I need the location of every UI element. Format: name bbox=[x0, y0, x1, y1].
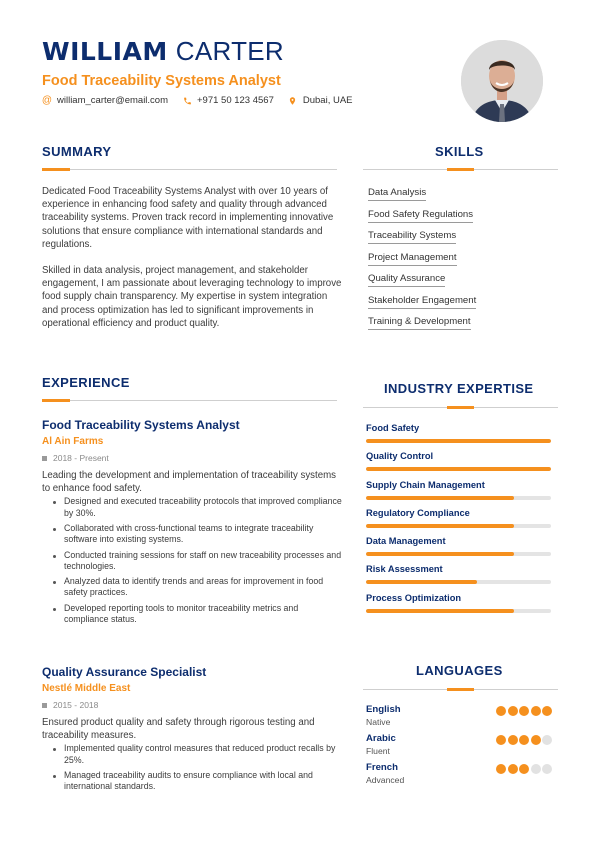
language-rating bbox=[495, 764, 553, 774]
rating-dot-filled bbox=[531, 706, 541, 716]
rating-dot-filled bbox=[531, 735, 541, 745]
skill-item: Data Analysis bbox=[368, 187, 476, 201]
job-bullet: Collaborated with cross-functional teams to integrate traceability software into existing systems. bbox=[51, 523, 342, 546]
rating-dot-filled bbox=[496, 764, 506, 774]
skills-heading: SKILLS bbox=[435, 144, 484, 159]
job-description: Leading the development and implementation of traceability systems to enhance food safety. bbox=[42, 470, 337, 495]
summary-paragraph: Dedicated Food Traceability Systems Analyst with over 10 years of experience in enhancing food safety and quality through advanced traceability systems. Proven track record in implementing innovative solutions that ensure compliance with international standards and regulations. bbox=[42, 186, 334, 250]
expertise-bar-fill bbox=[366, 552, 514, 556]
expertise-bar-track bbox=[366, 496, 551, 500]
expertise-bar-track bbox=[366, 580, 551, 584]
profile-photo bbox=[461, 40, 543, 122]
expertise-bar-fill bbox=[366, 496, 514, 500]
expertise-label: Supply Chain Management bbox=[366, 479, 485, 490]
expertise-bar-track bbox=[366, 439, 551, 443]
expertise-bar-fill bbox=[366, 439, 551, 443]
job-company: Nestlé Middle East bbox=[42, 683, 131, 694]
expertise-list bbox=[366, 423, 552, 621]
skill-item: Quality Assurance bbox=[368, 273, 476, 287]
summary-paragraph: Skilled in data analysis, project management, and stakeholder engagement, I am passionate about leveraging technology to improve food supply chain transparency. My expertise in system integration and process optimization has led to significant improvements in operational efficiency and product quality. bbox=[42, 265, 342, 329]
rating-dot-filled bbox=[508, 706, 518, 716]
expertise-label: Regulatory Compliance bbox=[366, 507, 470, 518]
rating-dot-filled bbox=[519, 764, 529, 774]
skill-item: Training & Development bbox=[368, 316, 476, 330]
rating-dot-filled bbox=[519, 735, 529, 745]
contact-phone[interactable] bbox=[182, 95, 274, 106]
experience-accent-bar bbox=[42, 399, 70, 402]
phone-icon bbox=[182, 96, 192, 106]
job-bullet: Implemented quality control measures that reduced product recalls by 25%. bbox=[51, 743, 342, 766]
expertise-item bbox=[366, 564, 552, 592]
expertise-bar-fill bbox=[366, 609, 514, 613]
job-company: Al Ain Farms bbox=[42, 436, 104, 447]
language-name: French bbox=[366, 762, 398, 773]
job-entry bbox=[42, 665, 342, 797]
expertise-item bbox=[366, 451, 552, 479]
rating-dot-empty bbox=[531, 764, 541, 774]
rating-dot-filled bbox=[496, 706, 506, 716]
expertise-bar-track bbox=[366, 467, 551, 471]
expertise-bar-track bbox=[366, 552, 551, 556]
job-entry bbox=[42, 418, 342, 629]
last-name: CARTER bbox=[175, 36, 284, 66]
job-bullets bbox=[42, 496, 342, 625]
language-name: English bbox=[366, 704, 401, 715]
job-bullets bbox=[42, 743, 342, 792]
skill-item: Traceability Systems bbox=[368, 230, 476, 244]
language-name: Arabic bbox=[366, 733, 396, 744]
expertise-label: Quality Control bbox=[366, 451, 434, 462]
languages-accent-bar bbox=[447, 688, 474, 691]
job-bullet: Managed traceability audits to ensure compliance with local and international standards. bbox=[51, 770, 342, 793]
experience-heading: EXPERIENCE bbox=[42, 375, 130, 390]
expertise-bar-fill bbox=[366, 580, 477, 584]
skills-accent-bar bbox=[447, 168, 474, 171]
language-level: Native bbox=[366, 717, 391, 727]
expertise-item bbox=[366, 423, 552, 451]
email-text: william_carter@email.com bbox=[57, 95, 168, 106]
languages-list bbox=[366, 704, 552, 791]
expertise-label: Food Safety bbox=[366, 423, 420, 433]
job-bullet: Analyzed data to identify trends and areas for improvement in food safety practices. bbox=[51, 576, 342, 599]
expertise-item bbox=[366, 508, 552, 536]
job-role: Quality Assurance Specialist bbox=[42, 665, 207, 679]
rating-dot-filled bbox=[496, 735, 506, 745]
location-pin-icon bbox=[288, 96, 298, 106]
language-level: Fluent bbox=[366, 746, 390, 756]
job-title: Food Traceability Systems Analyst bbox=[42, 73, 281, 89]
profile-photo-illustration bbox=[461, 40, 543, 122]
languages-heading: LANGUAGES bbox=[416, 663, 503, 678]
job-description: Ensured product quality and safety through rigorous testing and traceability measures. bbox=[42, 717, 315, 742]
rating-dot-empty bbox=[542, 764, 552, 774]
rating-dot-filled bbox=[508, 735, 518, 745]
first-name: WILLIAM bbox=[42, 37, 168, 66]
summary-heading: SUMMARY bbox=[42, 144, 112, 159]
contact-location bbox=[288, 95, 353, 106]
location-text: Dubai, UAE bbox=[302, 95, 353, 106]
language-rating bbox=[495, 706, 553, 716]
job-dates: 2018 - Present bbox=[42, 453, 342, 463]
calendar-icon bbox=[42, 456, 47, 461]
contact-row bbox=[42, 95, 367, 106]
job-dates: 2015 - 2018 bbox=[42, 700, 342, 710]
expertise-heading: INDUSTRY EXPERTISE bbox=[384, 381, 534, 396]
job-bullet: Conducted training sessions for staff on new traceability processes and technologies. bbox=[51, 550, 342, 573]
language-rating bbox=[495, 735, 553, 745]
summary-text bbox=[42, 185, 342, 330]
experience-divider bbox=[42, 400, 337, 401]
rating-dot-filled bbox=[519, 706, 529, 716]
rating-dot-filled bbox=[542, 706, 552, 716]
language-item bbox=[366, 704, 552, 733]
job-bullet: Developed reporting tools to monitor traceability metrics and compliance status. bbox=[51, 603, 342, 626]
language-level: Advanced bbox=[366, 775, 405, 785]
contact-email[interactable] bbox=[42, 95, 168, 106]
language-item bbox=[366, 762, 552, 791]
calendar-icon bbox=[42, 703, 47, 708]
job-role: Food Traceability Systems Analyst bbox=[42, 418, 240, 432]
expertise-accent-bar bbox=[447, 406, 474, 409]
skill-item: Stakeholder Engagement bbox=[368, 295, 476, 309]
expertise-bar-track bbox=[366, 609, 551, 613]
expertise-label: Process Optimization bbox=[366, 592, 462, 603]
expertise-label: Risk Assessment bbox=[366, 564, 443, 575]
candidate-name bbox=[42, 36, 284, 67]
expertise-item bbox=[366, 593, 552, 621]
expertise-bar-track bbox=[366, 524, 551, 528]
rating-dot-empty bbox=[542, 735, 552, 745]
summary-divider bbox=[42, 169, 337, 170]
skills-list bbox=[368, 187, 476, 338]
summary-accent-bar bbox=[42, 168, 70, 171]
phone-text: +971 50 123 4567 bbox=[197, 95, 274, 106]
expertise-item bbox=[366, 536, 552, 564]
expertise-bar-fill bbox=[366, 467, 551, 471]
rating-dot-filled bbox=[508, 764, 518, 774]
job-bullet: Designed and executed traceability protocols that improved compliance by 30%. bbox=[51, 496, 342, 519]
at-icon: @ bbox=[41, 95, 53, 106]
expertise-label: Data Management bbox=[366, 536, 446, 547]
language-item bbox=[366, 733, 552, 762]
skill-item: Food Safety Regulations bbox=[368, 209, 476, 223]
expertise-bar-fill bbox=[366, 524, 514, 528]
skill-item: Project Management bbox=[368, 252, 476, 266]
expertise-item bbox=[366, 480, 552, 508]
